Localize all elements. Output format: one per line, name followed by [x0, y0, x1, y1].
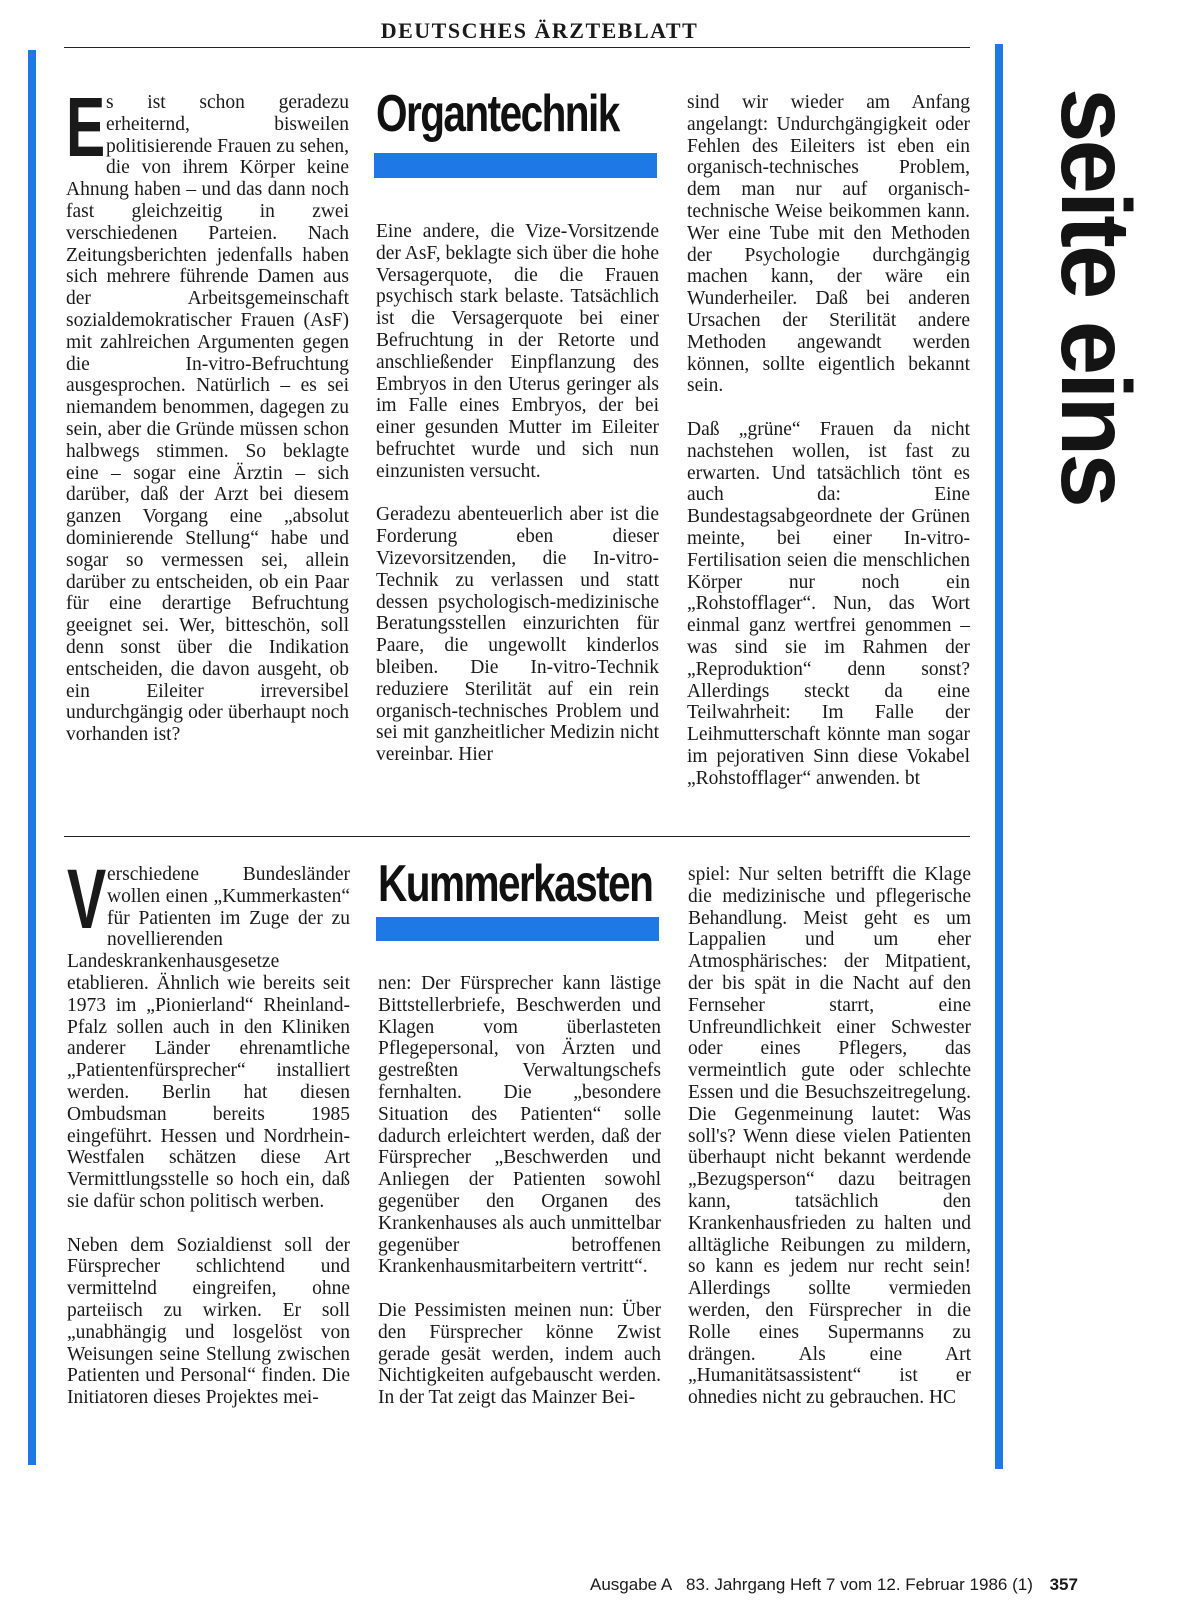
footer-issue: 83. Jahrgang Heft 7 vom 12. Februar 1986 (1) [686, 1575, 1033, 1594]
rubric-seite-eins: seite eins [1041, 88, 1151, 505]
article1-col2 [376, 221, 659, 766]
article2-headline-bar [376, 917, 659, 941]
article1-dropcap: E [66, 80, 106, 174]
masthead: DEUTSCHES ÄRZTEBLATT [380, 18, 699, 43]
article1-col1 [66, 80, 349, 746]
article1-headline-bar [374, 153, 657, 178]
paragraph: Daß „grüne“ Frauen da nicht nachstehen wollen, ist fast zu erwarten. Und tatsächlich tönt es auch da: Eine Bundestagsabgeordnete der Grünen meinte, bei einer In-vitro-Fertilisation seien die menschlichen Körper nur noch ein „Rohstofflager“. Nun, das Wort einmal ganz wertfrei genommen – was sind sie im Rahmen der „Reproduktion“ denn sonst? Allerdings steckt da eine Teilwahrheit: Im Falle der Leihmutterschaft könnte man sogar im pejorativen Sinn diese Vokabel „Rohstofflager“ anwenden. bt [687, 418, 970, 789]
article1-headline: Organtechnik [376, 85, 619, 143]
paragraph: sind wir wieder am Anfang angelangt: Undurchgängigkeit oder Fehlen des Eileiters ist eben ein organisch-technisches Problem, dem man nur auf organisch-technische Weise beikommen kann. Wer eine Tube mit den Methoden der Psychologie durchgängig machen kann, der wäre ein Wunderheiler. Daß bei anderen Ursachen der Sterilität andere Methoden angewandt werden können, sollte eigentlich bekannt sein. [687, 92, 970, 397]
article2-headline: Kummerkasten [378, 855, 653, 913]
paragraph: Die Pessimisten meinen nun: Über den Fürsprecher könne Zwist gerade gesät werden, indem auch Nichtigkeiten aufgebauscht werden. In der Tat zeigt das Mainzer Bei- [378, 1299, 661, 1409]
article2-dropcap: V [67, 852, 107, 946]
article2-col1 [67, 852, 350, 1409]
paragraph: nen: Der Fürsprecher kann lästige Bittstellerbriefe, Beschwerden und Klagen vom überlasteten Pflegepersonal, von Ärzten und gestreßten Verwaltungschefs fernhalten. Die „besondere Situation des Patienten“ solle dadurch erleichtert werden, daß der Fürsprecher „Beschwerden und Anliegen der Patienten sowohl gegenüber den Organen des Krankenhauses als auch unmittelbar gegenüber betroffenen Krankenhausmitarbeitern vertritt“. [378, 973, 661, 1278]
page-footer [590, 1575, 1120, 1595]
right-accent-bar [995, 44, 1003, 1469]
article1-col3 [687, 92, 970, 790]
article2-col3 [688, 864, 971, 1409]
page-number: 357 [1049, 1575, 1078, 1594]
paragraph: Neben dem Sozialdienst soll der Fürsprecher schlichtend und vermittelnd eingreifen, ohne parteiisch zu wirken. Er soll „unabhängig und losgelöst von Weisungen seine Stellung zwischen Patienten und Personal“ finden. Die Initiatoren dieses Projektes mei- [67, 1234, 350, 1409]
paragraph: Eine andere, die Vize-Vorsitzende der AsF, beklagte sich über die hohe Versagerquote, die die Frauen psychisch stark belaste. Tatsächlich ist die Versagerquote bei einer Befruchtung in der Retorte und anschließender Einpflanzung des Embryos in den Uterus geringer als im Falle eines Embryos, der bei einer gesunden Mutter im Eileiter befruchtet wurde und sich nun einzunisten versucht. [376, 221, 659, 482]
paragraph: spiel: Nur selten betrifft die Klage die medizinische und pflegerische Behandlung. Meist geht es um Lappalien und um eher Atmosphärisches: der Mitpatient, der bis spät in die Nacht auf den Fernseher starrt, eine Unfreundlichkeit einer Schwester oder eines Pflegers, das vermeintlich gute oder schlechte Essen und die Besuchszeitregelung. Die Gegenmeinung lautet: Was soll's? Wenn diese vielen Patienten überhaupt nicht bekannt werdende „Bezugsperson“ dazu beitragen kann, tatsächlich den Krankenhausfrieden zu halten und alltägliche Reibungen zu mildern, so kann es jedem nur recht sein! Allerdings sollte vermieden werden, den Fürsprecher in die Rolle eines Supermanns zu drängen. Als eine Art „Humanitätsassistent“ ist er ohnedies nicht zu gebrauchen. HC [688, 864, 971, 1409]
footer-edition: Ausgabe A [590, 1575, 672, 1594]
paragraph: V erschiedene Bundesländer wollen einen „Kummerkasten“ für Patienten im Zuge der zu novellierenden Landeskrankenhausgesetze etablieren. Ähnlich wie bereits seit 1973 im „Pionierland“ Rheinland-Pfalz sollen auch in den Kliniken anderer Länder ehrenamtliche „Patientenfürsprecher“ installiert werden. Berlin hat diesen Ombudsman bereits 1985 eingeführt. Hessen und Nordrhein-Westfalen schätzen diese Art Vermittlungsstelle so hoch ein, daß sie dafür schon politisch werben. [67, 852, 350, 1212]
article2-col2 [378, 973, 661, 1409]
masthead-rule [64, 47, 970, 48]
paragraph: Geradezu abenteuerlich aber ist die Forderung eben dieser Vizevorsitzenden, die In-vitro-Technik zu verlassen und statt dessen psychologisch-medizinische Beratungsstellen einzurichten für Paare, die ungewollt kinderlos bleiben. Die In-vitro-Technik reduziere Sterilität auf ein rein organisch-technisches Problem und sei mit ganzheitlicher Medizin nicht vereinbar. Hier [376, 504, 659, 766]
left-accent-bar [28, 50, 36, 1465]
article1-col1-text: s ist schon geradezu erheiternd, bisweilen politisierende Frauen zu sehen, die von ihrem Körper keine Ahnung haben – und das dann noch fast gleichzeitig in zwei verschiedenen Parteien. Nach Zeitungsberichten jedenfalls haben sich mehrere führende Damen aus der Arbeitsgemeinschaft sozialdemokratischer Frauen (AsF) mit zahlreichen Argumenten gegen die In-vitro-Befruchtung ausgesprochen. Natürlich – es sei niemandem benommen, dagegen zu sein, aber die Gründe müssen schon halbwegs stimmen. So beklagte eine – sogar eine Ärztin – sich darüber, daß der Arzt bei diesem ganzen Vorgang eine „absolut dominierende Stellung“ habe und sogar so vermessen sei, allein darüber zu entscheiden, ob ein Paar für eine derartige Befruchtung geeignet sei. Wer, bitteschön, soll denn sonst über die Indikation entscheiden, die davon ausgeht, ob ein Eileiter irreversibel undurchgängig oder überhaupt noch vorhanden ist? [66, 92, 349, 746]
article-divider [64, 836, 970, 837]
